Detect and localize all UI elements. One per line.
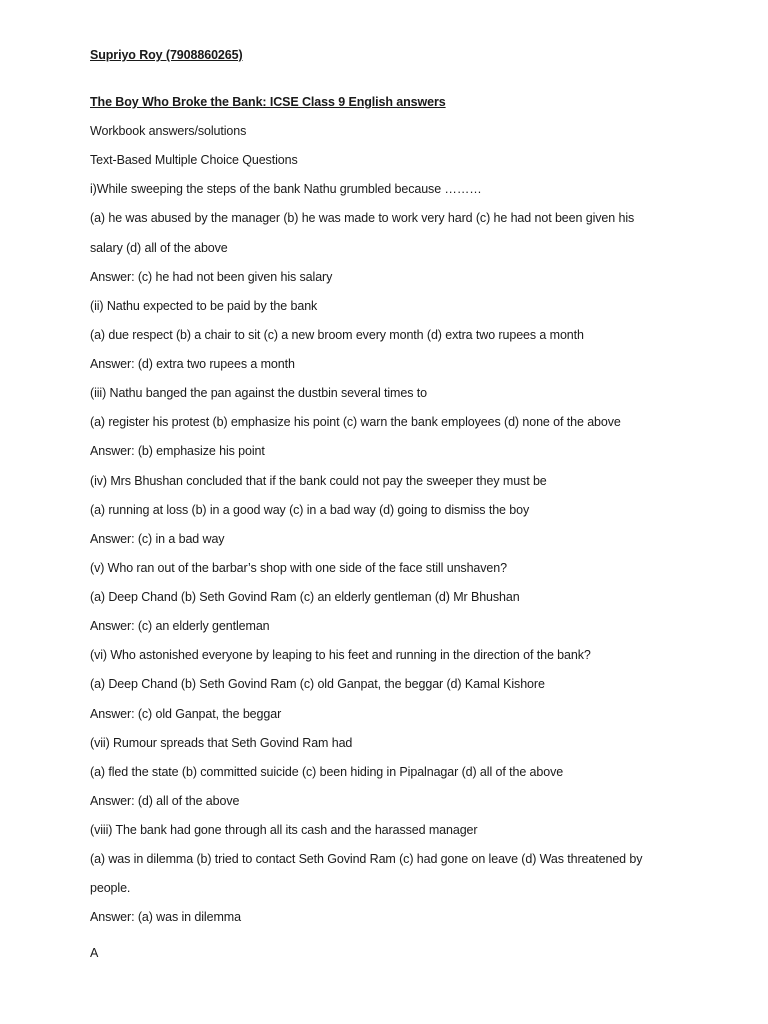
question-line: (iv) Mrs Bhushan concluded that if the bank could not pay the sweeper they must be <box>90 474 547 488</box>
options-line: people. <box>90 881 131 895</box>
options-line: (a) was in dilemma (b) tried to contact Seth Govind Ram (c) had gone on leave (d) Was threatened by <box>90 852 643 866</box>
text-line: Workbook answers/solutions <box>90 124 247 138</box>
question-line: (vi) Who astonished everyone by leaping to his feet and running in the direction of the bank? <box>90 648 591 662</box>
text-line: A <box>90 946 99 960</box>
question-line: (vii) Rumour spreads that Seth Govind Ram had <box>90 736 353 750</box>
document-title: The Boy Who Broke the Bank: ICSE Class 9 English answers <box>90 95 446 109</box>
question-line: (iii) Nathu banged the pan against the dustbin several times to <box>90 386 427 400</box>
answer-line: Answer: (c) old Ganpat, the beggar <box>90 707 282 721</box>
options-line: (a) register his protest (b) emphasize his point (c) warn the bank employees (d) none of the above <box>90 415 621 429</box>
question-line: (ii) Nathu expected to be paid by the bank <box>90 299 318 313</box>
options-line: (a) fled the state (b) committed suicide (c) been hiding in Pipalnagar (d) all of the above <box>90 765 564 779</box>
question-line: (v) Who ran out of the barbar’s shop with one side of the face still unshaven? <box>90 561 507 575</box>
question-line: i)While sweeping the steps of the bank Nathu grumbled because ……… <box>90 182 482 196</box>
question-line: (viii) The bank had gone through all its cash and the harassed manager <box>90 823 478 837</box>
options-line: (a) running at loss (b) in a good way (c) in a bad way (d) going to dismiss the boy <box>90 503 530 517</box>
answer-line: Answer: (c) an elderly gentleman <box>90 619 270 633</box>
answer-line: Answer: (d) extra two rupees a month <box>90 357 295 371</box>
author-line: Supriyo Roy (7908860265) <box>90 48 243 62</box>
options-line: (a) Deep Chand (b) Seth Govind Ram (c) an elderly gentleman (d) Mr Bhushan <box>90 590 520 604</box>
options-line: (a) Deep Chand (b) Seth Govind Ram (c) old Ganpat, the beggar (d) Kamal Kishore <box>90 677 545 691</box>
answer-line: Answer: (c) he had not been given his salary <box>90 270 333 284</box>
options-line: (a) he was abused by the manager (b) he was made to work very hard (c) he had not been given his <box>90 211 635 225</box>
text-line: Text-Based Multiple Choice Questions <box>90 153 298 167</box>
options-line: (a) due respect (b) a chair to sit (c) a new broom every month (d) extra two rupees a month <box>90 328 584 342</box>
answer-line: Answer: (d) all of the above <box>90 794 240 808</box>
answer-line: Answer: (a) was in dilemma <box>90 910 241 924</box>
options-line: salary (d) all of the above <box>90 241 228 255</box>
answer-line: Answer: (c) in a bad way <box>90 532 225 546</box>
answer-line: Answer: (b) emphasize his point <box>90 444 265 458</box>
